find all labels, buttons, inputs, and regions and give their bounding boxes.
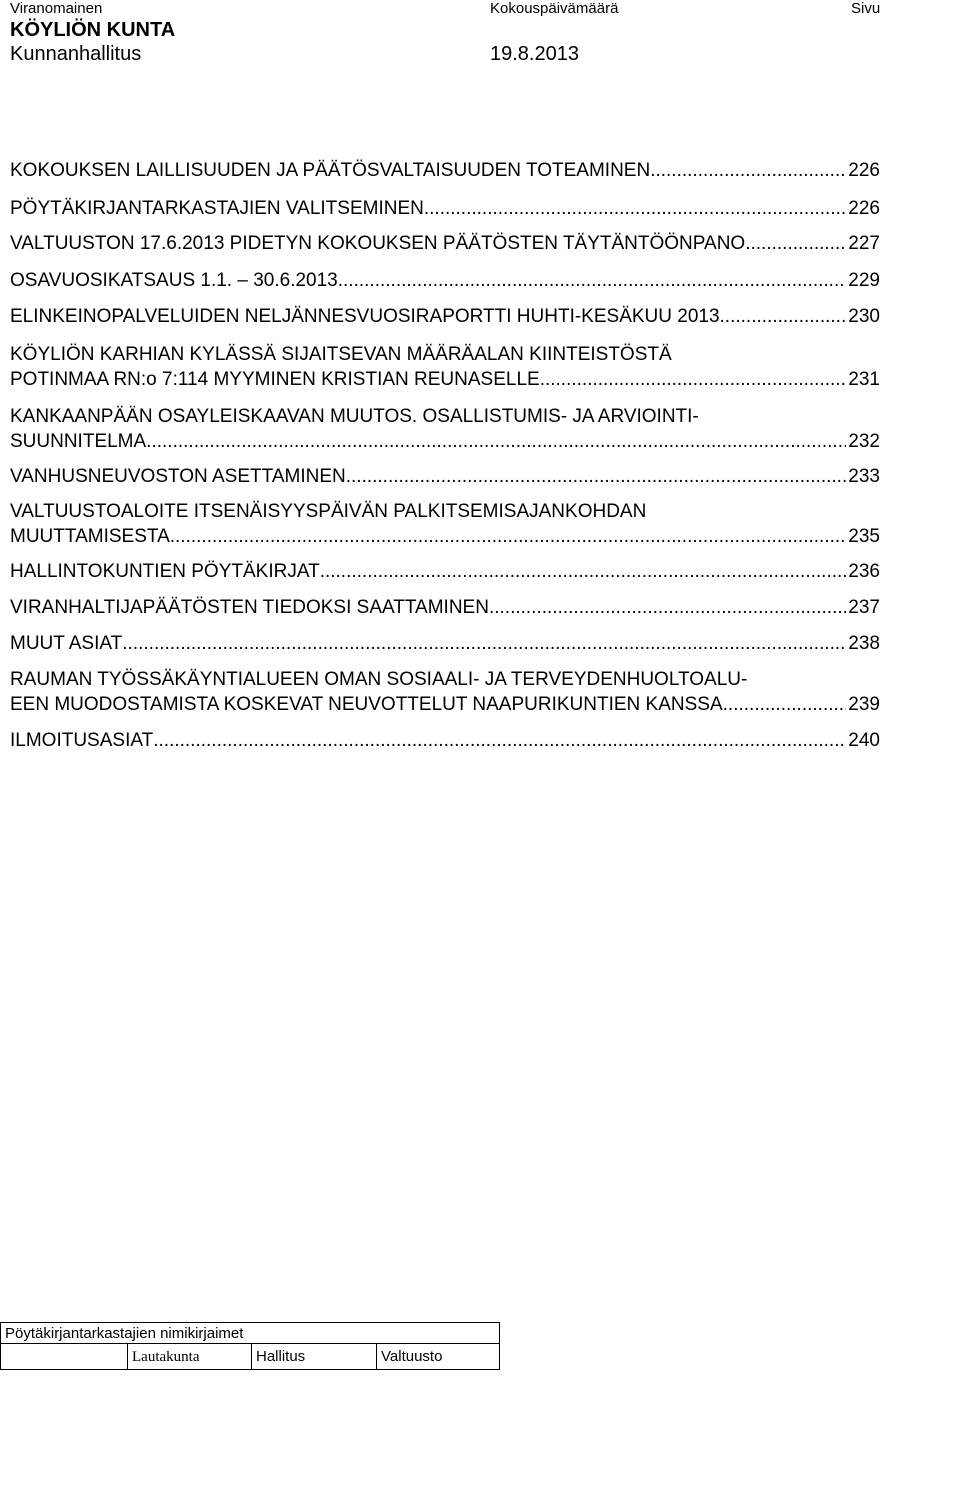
- toc-entry[interactable]: [10, 268, 880, 293]
- toc-entry[interactable]: [10, 631, 880, 656]
- toc-entry[interactable]: [10, 404, 880, 454]
- signature-cell-label: Lautakunta: [132, 1349, 200, 1365]
- toc-leader-dots: [346, 464, 847, 489]
- toc-leader-dots: [151, 429, 846, 454]
- toc-entry[interactable]: [10, 667, 880, 717]
- toc-leader-dots: [720, 304, 847, 329]
- toc-entry-title: PÖYTÄKIRJANTARKASTAJIEN VALITSEMINEN: [10, 198, 424, 219]
- meeting-body: Kunnanhallitus: [10, 43, 142, 65]
- toc-page-number: 226: [848, 160, 880, 181]
- toc-entry-title: MUUTTAMISESTA: [10, 526, 170, 547]
- toc-entry[interactable]: [10, 559, 880, 584]
- toc-page-number: 231: [848, 369, 880, 390]
- date-label: Kokouspäivämäärä: [490, 0, 619, 17]
- toc-page-number: 226: [848, 198, 880, 219]
- toc-entry-title: KOKOUKSEN LAILLISUUDEN JA PÄÄTÖSVALTAISUUDEN TOTEAMINEN: [10, 160, 651, 181]
- toc-page-number: 233: [848, 466, 880, 487]
- toc-page-number: 229: [848, 270, 880, 291]
- toc-entry[interactable]: [10, 464, 880, 489]
- toc-entry[interactable]: [10, 231, 880, 256]
- toc-leader-dots: [343, 268, 846, 293]
- toc-entry-title: RAUMAN TYÖSSÄKÄYNTIALUEEN OMAN SOSIAALI- JA TERVEYDENHUOLTOALU-: [10, 669, 748, 690]
- toc-page-number: 227: [848, 233, 880, 254]
- toc-entry[interactable]: [10, 499, 880, 549]
- toc-entry-title: SUUNNITELMA.: [10, 431, 152, 452]
- toc-entry-title: VALTUUSTOALOITE ITSENÄISYYSPÄIVÄN PALKITSEMISAJANKOHDAN: [10, 501, 647, 522]
- toc-entry-title: ILMOITUSASIAT: [10, 730, 154, 751]
- toc-entry[interactable]: [10, 158, 880, 183]
- signature-box-title: Pöytäkirjantarkastajien nimikirjaimet: [5, 1325, 244, 1342]
- signature-row: [1, 1343, 499, 1369]
- toc-entry-title: VANHUSNEUVOSTON ASETTAMINEN: [10, 466, 346, 487]
- toc-leader-dots: [745, 231, 846, 256]
- toc-leader-dots: [489, 595, 846, 620]
- toc-entry[interactable]: [10, 342, 880, 392]
- signature-cell-valtuusto: [377, 1344, 499, 1369]
- toc-entry-title: KANKAANPÄÄN OSAYLEISKAAVAN MUUTOS. OSALLISTUMIS- JA ARVIOINTI-: [10, 406, 699, 427]
- signature-cell-blank: [1, 1344, 128, 1369]
- toc-leader-dots: [723, 692, 847, 717]
- signature-cell-label: Hallitus: [256, 1348, 306, 1365]
- organization-name: KÖYLIÖN KUNTA: [10, 19, 176, 41]
- toc-entry-title: ELINKEINOPALVELUIDEN NELJÄNNESVUOSIRAPORTTI HUHTI-KESÄKUU 2013: [10, 306, 720, 327]
- toc-page-number: 239: [848, 694, 880, 715]
- toc-page-number: 237: [848, 597, 880, 618]
- toc-page-number: 238: [848, 633, 880, 654]
- signature-box: [0, 1322, 500, 1370]
- toc-page-number: 236: [848, 561, 880, 582]
- toc-page-number: 240: [848, 730, 880, 751]
- authority-label: Viranomainen: [10, 0, 103, 17]
- toc-entry[interactable]: [10, 304, 880, 329]
- toc-page-number: 230: [848, 306, 880, 327]
- toc-entry-title: EEN MUODOSTAMISTA KOSKEVAT NEUVOTTELUT NAAPURIKUNTIEN KANSSA: [10, 694, 723, 715]
- page-label: Sivu: [851, 0, 881, 17]
- toc-entry-title: HALLINTOKUNTIEN PÖYTÄKIRJAT: [10, 561, 320, 582]
- signature-cell-label: Valtuusto: [381, 1348, 443, 1365]
- toc-page-number: 235: [848, 526, 880, 547]
- toc-entry[interactable]: [10, 728, 880, 753]
- toc-leader-dots: [122, 631, 846, 656]
- toc-entry-title: OSAVUOSIKATSAUS 1.1. – 30.6.2013.: [10, 270, 344, 291]
- signature-cell-hallitus: [252, 1344, 377, 1369]
- toc-leader-dots: [424, 196, 846, 221]
- toc-entry[interactable]: [10, 595, 880, 620]
- toc-leader-dots: [650, 158, 846, 183]
- meeting-date: 19.8.2013: [490, 43, 579, 65]
- signature-cell-lautakunta: [128, 1344, 252, 1369]
- toc-entry-title: VALTUUSTON 17.6.2013 PIDETYN KOKOUKSEN PÄÄTÖSTEN TÄYTÄNTÖÖNPANO: [10, 233, 746, 254]
- toc-entry-title: POTINMAA RN:o 7:114 MYYMINEN KRISTIAN REUNASELLE: [10, 369, 540, 390]
- toc-entry-title: KÖYLIÖN KARHIAN KYLÄSSÄ SIJAITSEVAN MÄÄRÄALAN KIINTEISTÖSTÄ: [10, 344, 672, 365]
- toc-leader-dots: [320, 559, 847, 584]
- toc-leader-dots: [153, 728, 846, 753]
- toc-leader-dots: [170, 524, 847, 549]
- toc-entry-title: MUUT ASIAT: [10, 633, 123, 654]
- toc-leader-dots: [540, 367, 847, 392]
- toc-entry[interactable]: [10, 196, 880, 221]
- toc-page-number: 232: [848, 431, 880, 452]
- toc-entry-title: VIRANHALTIJAPÄÄTÖSTEN TIEDOKSI SAATTAMINEN: [10, 597, 489, 618]
